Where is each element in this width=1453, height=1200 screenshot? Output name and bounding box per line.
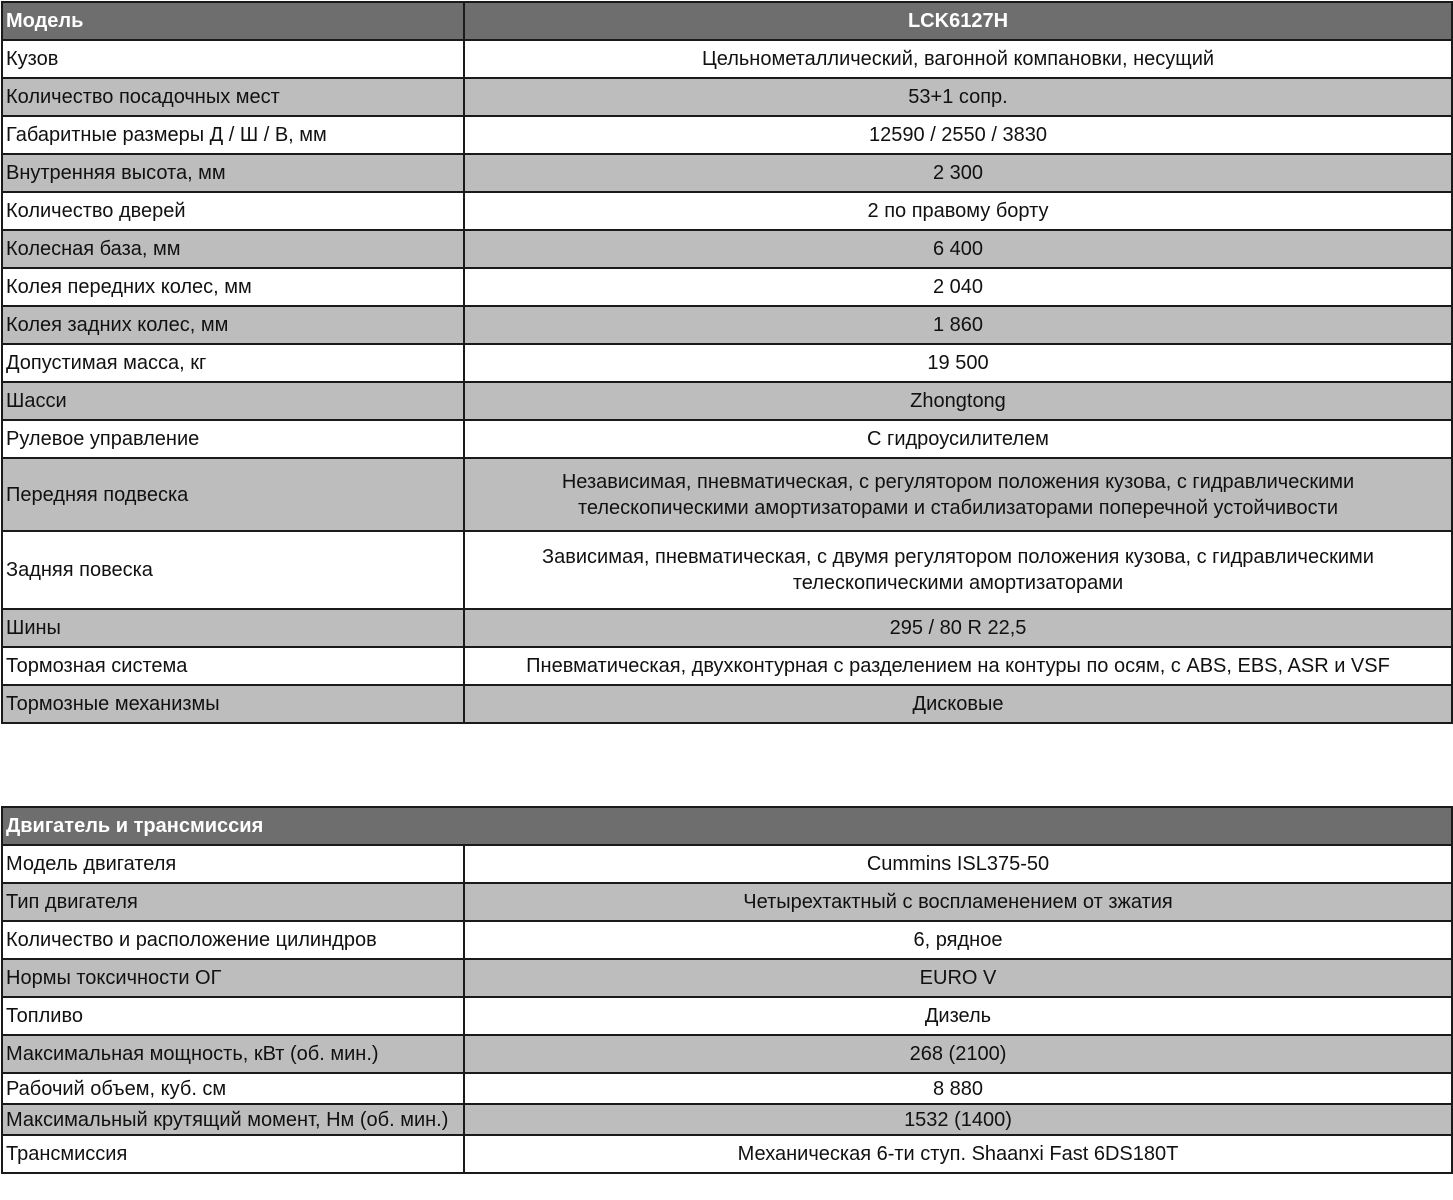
row-value: 268 (2100) [464, 1035, 1452, 1073]
table-row [2, 1104, 1452, 1135]
row-value: 6, рядное [464, 921, 1452, 959]
row-value: Пневматическая, двухконтурная с разделением на контуры по осям, с ABS, EBS, ASR и VSF [464, 647, 1452, 685]
row-value: 1532 (1400) [464, 1104, 1452, 1135]
section-title: Двигатель и трансмиссия [2, 807, 1452, 845]
row-value: EURO V [464, 959, 1452, 997]
row-value: 295 / 80 R 22,5 [464, 609, 1452, 647]
row-label: Модель двигателя [2, 845, 464, 883]
table-row [2, 192, 1452, 230]
table-row [2, 420, 1452, 458]
table-row [2, 531, 1452, 609]
row-label: Передняя подвеска [2, 458, 464, 531]
row-label: Шасси [2, 382, 464, 420]
row-label: Трансмиссия [2, 1135, 464, 1173]
row-value: 2 040 [464, 268, 1452, 306]
table-row [2, 921, 1452, 959]
row-value: С гидроусилителем [464, 420, 1452, 458]
row-label: Допустимая масса, кг [2, 344, 464, 382]
row-label: Количество и расположение цилиндров [2, 921, 464, 959]
table-row [2, 883, 1452, 921]
row-label: Колесная база, мм [2, 230, 464, 268]
table-row [2, 268, 1452, 306]
row-value: Дисковые [464, 685, 1452, 723]
table-row [2, 685, 1452, 723]
row-label: Максимальная мощность, кВт (об. мин.) [2, 1035, 464, 1073]
row-label: Рулевое управление [2, 420, 464, 458]
row-label: Шины [2, 609, 464, 647]
row-value: Zhongtong [464, 382, 1452, 420]
row-value: Механическая 6-ти ступ. Shaanxi Fast 6DS180T [464, 1135, 1452, 1173]
row-value: 6 400 [464, 230, 1452, 268]
row-value: 53+1 сопр. [464, 78, 1452, 116]
table-header-row [2, 807, 1452, 845]
row-label: Тормозная система [2, 647, 464, 685]
table-row [2, 116, 1452, 154]
row-label: Колея задних колес, мм [2, 306, 464, 344]
table-row [2, 458, 1452, 531]
row-label: Колея передних колес, мм [2, 268, 464, 306]
engine-specs-table [1, 806, 1453, 1174]
table-row [2, 1135, 1452, 1173]
header-value: LCK6127H [464, 2, 1452, 40]
table-row [2, 1073, 1452, 1104]
row-value: Зависимая, пневматическая, с двумя регулятором положения кузова, с гидравлическими телескопическими амортизаторами [464, 531, 1452, 609]
row-value: 2 300 [464, 154, 1452, 192]
row-value: 1 860 [464, 306, 1452, 344]
row-value: Дизель [464, 997, 1452, 1035]
row-value: Цельнометаллический, вагонной компановки, несущий [464, 40, 1452, 78]
table-header-row [2, 2, 1452, 40]
row-label: Топливо [2, 997, 464, 1035]
table-row [2, 230, 1452, 268]
table-row [2, 959, 1452, 997]
row-label: Количество посадочных мест [2, 78, 464, 116]
row-value: 19 500 [464, 344, 1452, 382]
row-label: Габаритные размеры Д / Ш / В, мм [2, 116, 464, 154]
table-row [2, 40, 1452, 78]
row-value: Четырехтактный с воспламенением от зжатия [464, 883, 1452, 921]
row-label: Тип двигателя [2, 883, 464, 921]
table-row [2, 154, 1452, 192]
row-value: Cummins ISL375-50 [464, 845, 1452, 883]
row-value: 12590 / 2550 / 3830 [464, 116, 1452, 154]
table-row [2, 382, 1452, 420]
row-label: Количество дверей [2, 192, 464, 230]
row-value: 8 880 [464, 1073, 1452, 1104]
header-label: Модель [2, 2, 464, 40]
table-row [2, 306, 1452, 344]
row-label: Нормы токсичности ОГ [2, 959, 464, 997]
row-label: Кузов [2, 40, 464, 78]
row-label: Внутренняя высота, мм [2, 154, 464, 192]
row-value: 2 по правому борту [464, 192, 1452, 230]
row-label: Максимальный крутящий момент, Нм (об. мин.) [2, 1104, 464, 1135]
row-label: Рабочий объем, куб. см [2, 1073, 464, 1104]
row-label: Тормозные механизмы [2, 685, 464, 723]
table-row [2, 845, 1452, 883]
general-specs-table [1, 1, 1453, 724]
table-row [2, 609, 1452, 647]
table-row [2, 647, 1452, 685]
row-label: Задняя повеска [2, 531, 464, 609]
row-value: Независимая, пневматическая, с регулятором положения кузова, с гидравлическими телескопическими амортизаторами и стабилизаторами поперечной устойчивости [464, 458, 1452, 531]
table-row [2, 344, 1452, 382]
table-row [2, 1035, 1452, 1073]
table-row [2, 997, 1452, 1035]
table-row [2, 78, 1452, 116]
